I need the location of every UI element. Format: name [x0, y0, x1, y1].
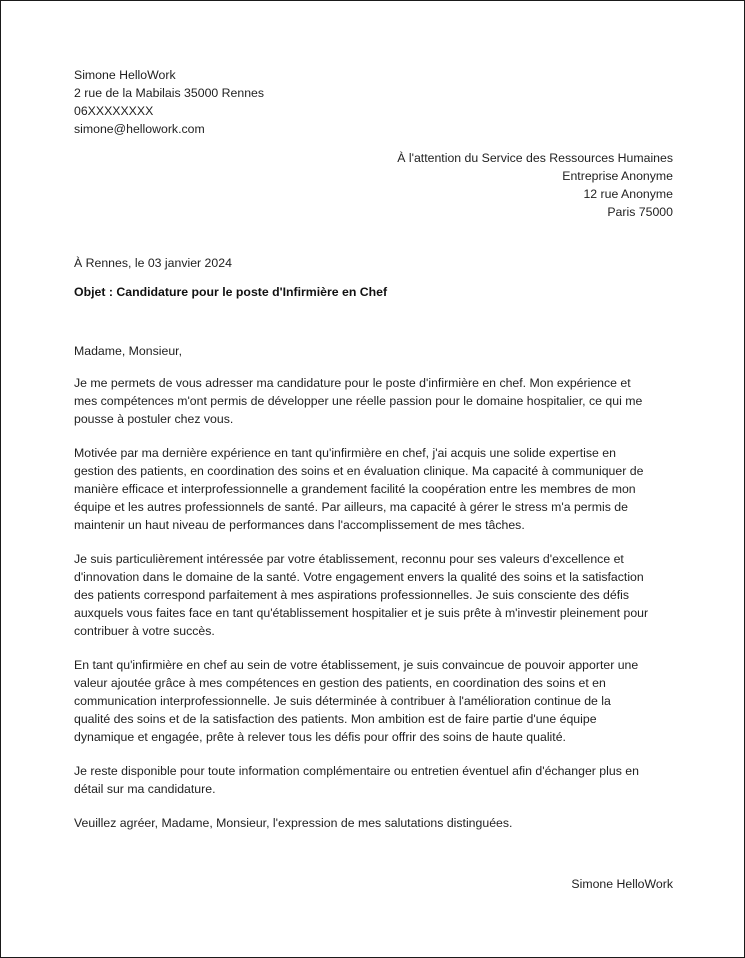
paragraph-1	[74, 374, 674, 428]
paragraph-line: Motivée par ma dernière expérience en tant qu'infirmière en chef, j'ai acquis une solide expertise en	[74, 446, 616, 460]
recipient-city: Paris 75000	[607, 205, 673, 219]
sender-block	[74, 66, 264, 138]
paragraph-4	[74, 656, 674, 746]
paragraph-line: En tant qu'infirmière en chef au sein de votre établissement, je suis convaincue de pouvoir apporter une	[74, 658, 639, 672]
sender-name: Simone HelloWork	[74, 68, 176, 82]
letter-body	[74, 342, 674, 832]
sender-address: 2 rue de la Mabilais 35000 Rennes	[74, 86, 265, 100]
date-line: À Rennes, le 03 janvier 2024	[74, 256, 232, 270]
paragraph-line: détail sur ma candidature.	[74, 782, 216, 796]
paragraph-line: auxquels vous faites face en tant qu'établissement hospitalier et je suis prête à m'investir pleinement pour	[74, 606, 649, 620]
paragraph-line: équipe et les autres professionnels de santé. Par ailleurs, ma capacité à gérer le stress m'a permis de	[74, 500, 628, 514]
paragraph-line: valeur ajoutée grâce à mes compétences en gestion des patients, en coordination des soins et en	[74, 676, 606, 690]
paragraph-line: des patients correspond parfaitement à mes aspirations professionnelles. Je suis consciente des défis	[74, 588, 630, 602]
recipient-street: 12 rue Anonyme	[583, 187, 673, 201]
salutation: Madame, Monsieur,	[74, 344, 182, 358]
paragraph-line: Je me permets de vous adresser ma candidature pour le poste d'infirmière en chef. Mon expérience et	[74, 376, 631, 390]
subject-line: Objet : Candidature pour le poste d'Infirmière en Chef	[74, 285, 388, 299]
paragraph-line: gestion des patients, en coordination des soins et en évaluation clinique. Ma capacité à communiquer de	[74, 464, 644, 478]
paragraph-3	[74, 550, 674, 640]
recipient-block	[397, 149, 673, 221]
paragraph-2	[74, 444, 674, 534]
paragraph-line: d'innovation dans le domaine de la santé. Votre engagement envers la qualité des soins et la satisfaction	[74, 570, 644, 584]
paragraph-line: communication interprofessionnelle. Je suis déterminée à contribuer à l'amélioration continue de la	[74, 694, 611, 708]
sender-phone: 06XXXXXXXX	[74, 104, 154, 118]
sender-email: simone@hellowork.com	[74, 122, 205, 136]
paragraph-line: dynamique et engagée, prête à relever tous les défis pour offrir des soins de haute qualité.	[74, 730, 566, 744]
paragraph-line: qualité des soins et de la satisfaction des patients. Mon ambition est de faire partie d'une équipe	[74, 712, 597, 726]
paragraph-line: mes compétences m'ont permis de développer une réelle passion pour le domaine hospitalier, ce qui me	[74, 394, 643, 408]
paragraph-line: Je reste disponible pour toute information complémentaire ou entretien éventuel afin d'échanger plus en	[74, 764, 639, 778]
recipient-company: Entreprise Anonyme	[562, 169, 673, 183]
paragraph-line: manière efficace et interprofessionnelle a grandement facilité la coopération entre les membres de mon	[74, 482, 636, 496]
closing-formula: Veuillez agréer, Madame, Monsieur, l'expression de mes salutations distinguées.	[74, 816, 513, 830]
signature: Simone HelloWork	[571, 877, 673, 891]
paragraph-line: pousse à postuler chez vous.	[74, 412, 234, 426]
paragraph-line: Je suis particulièrement intéressée par votre établissement, reconnu pour ses valeurs d'excellence et	[74, 552, 624, 566]
paragraph-5	[74, 762, 674, 798]
paragraph-line: contribuer à votre succès.	[74, 624, 215, 638]
recipient-attention: À l'attention du Service des Ressources Humaines	[397, 151, 673, 165]
paragraph-line: maintenir un haut niveau de performances dans l'accomplissement de mes tâches.	[74, 518, 525, 532]
